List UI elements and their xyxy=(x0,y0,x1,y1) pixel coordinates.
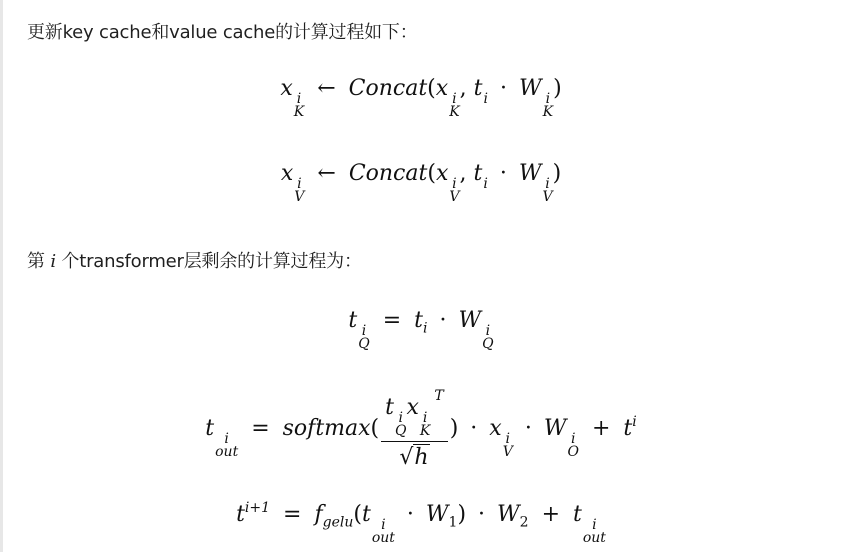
value-cache-equation: x i V ← Concat(x i V , t i · W i V ) xyxy=(280,161,562,205)
query-equation: t i Q = $t_i \cdot W$ i Q xyxy=(348,308,494,352)
attention-fraction: t i Q x i K $^T$ √h xyxy=(381,388,448,470)
key-cache-equation: x i K ← Concat(x i K , t i · W i K ) xyxy=(280,76,562,120)
update-intro-text: 更新key cache和value cache的计算过程如下： xyxy=(27,22,418,43)
ffn-output-equation: $t^{i+1} = f_{gelu}(t$ i out · $W_1) \cdot W_2 + t$ i out xyxy=(236,500,606,546)
attention-output-equation: t i out = softmax( t i Q x i K $^T$ √h ) · x i V · W i O + $t^i$ xyxy=(205,388,637,470)
layer-intro-text: 第 i 个transformer层剩余的计算过程为： xyxy=(27,251,362,272)
